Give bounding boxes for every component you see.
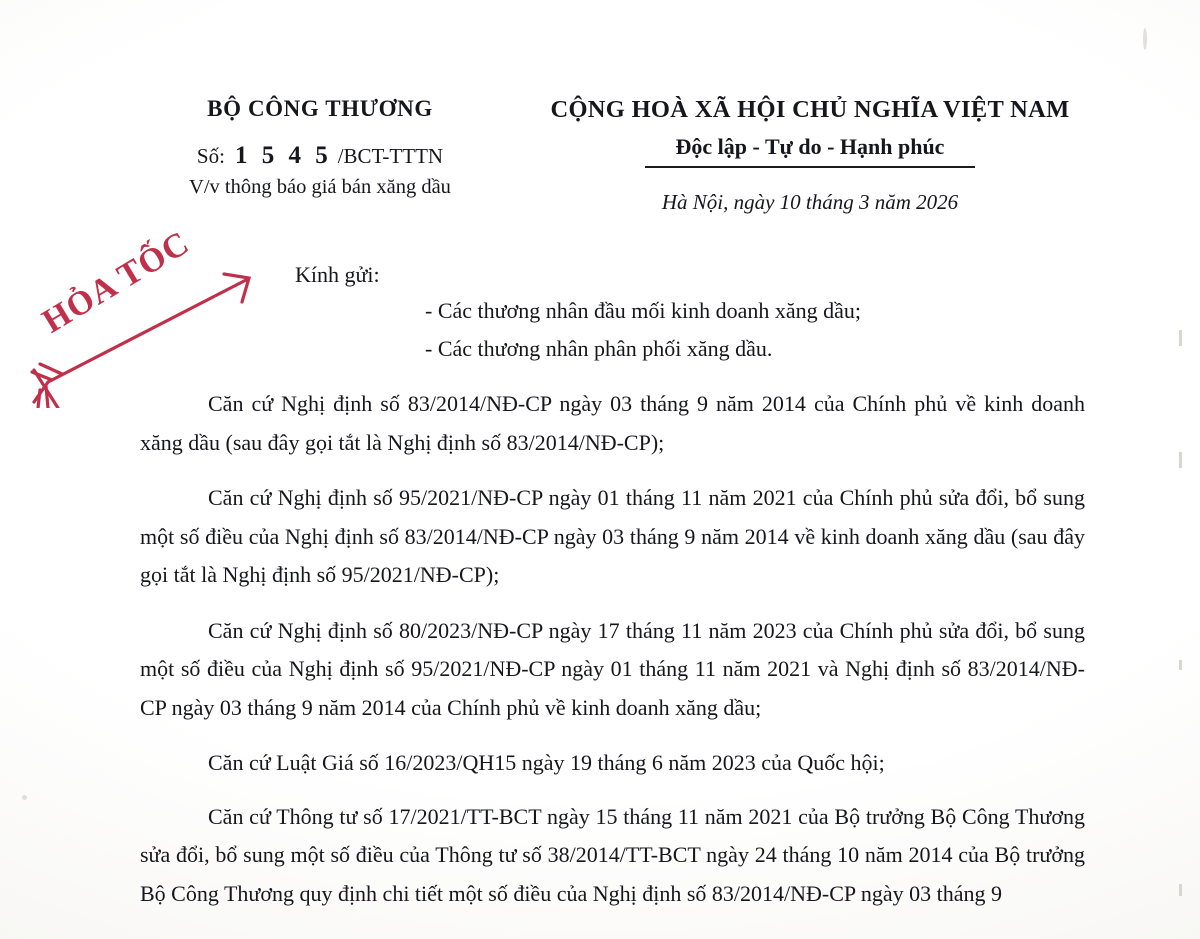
document-header [0, 96, 1200, 246]
scan-edge-mark [1179, 660, 1182, 670]
body-paragraph: Căn cứ Nghị định số 80/2023/NĐ-CP ngày 17 tháng 11 năm 2023 của Chính phủ sửa đổi, bổ sung một số điều của Nghị định số 95/2021/NĐ-CP ngày 01 tháng 11 năm 2021 và Nghị định số 83/2014/NĐ-CP ngày 03 tháng 9 năm 2014 của Chính phủ về kinh doanh xăng dầu; [140, 617, 1085, 720]
scan-edge-mark [1179, 330, 1182, 346]
recipient-label: Kính gửi: [295, 262, 380, 287]
document-number-label: Số: [196, 144, 225, 168]
scan-speck [22, 795, 27, 800]
urgent-stamp-label: HỎA TỐC [36, 224, 196, 341]
body-paragraph: Căn cứ Luật Giá số 16/2023/QH15 ngày 19 tháng 6 năm 2023 của Quốc hội; [208, 750, 885, 775]
scan-speck [1143, 28, 1147, 50]
nation-title: CỘNG HOÀ XÃ HỘI CHỦ NGHĨA VIỆT NAM [550, 96, 1070, 123]
list-item: - Các thương nhân đầu mối kinh doanh xăng dầu; [425, 298, 861, 323]
document-subject: V/v thông báo giá bán xăng dầu [189, 176, 451, 198]
body-paragraph: Căn cứ Nghị định số 95/2021/NĐ-CP ngày 01 tháng 11 năm 2021 của Chính phủ sửa đổi, bổ sung một số điều của Nghị định số 83/2014/NĐ-CP ngày 03 tháng 9 năm 2014 về kinh doanh xăng dầu (sau đây gọi tắt là Nghị định số 95/2021/NĐ-CP); [140, 485, 1085, 587]
body-paragraph: Căn cứ Thông tư số 17/2021/TT-BCT ngày 15 tháng 11 năm 2021 của Bộ trưởng Bộ Công Thương sửa đổi, bổ sung một số điều của Thông tư số 38/2014/TT-BCT ngày 24 tháng 10 năm 2014 của Bộ trưởng Bộ Công Thương quy định chi tiết một số điều của Nghị định số 83/2014/NĐ-CP ngày 03 tháng 9 [140, 803, 1085, 906]
issuing-organization-name: BỘ CÔNG THƯƠNG [207, 96, 433, 121]
recipient-list [425, 292, 861, 368]
document-body [140, 385, 1085, 930]
national-heading-block [500, 96, 1120, 215]
scan-edge-mark [1179, 452, 1182, 468]
place-and-date: Hà Nội, ngày 10 tháng 3 năm 2026 [661, 190, 959, 214]
document-number-line [140, 142, 500, 170]
motto-underline [645, 166, 975, 168]
body-paragraph: Căn cứ Nghị định số 83/2014/NĐ-CP ngày 03 tháng 9 năm 2014 của Chính phủ về kinh doanh xăng dầu (sau đây gọi tắt là Nghị định số 83/2014/NĐ-CP); [140, 391, 1085, 455]
national-motto: Độc lập - Tự do - Hạnh phúc [675, 134, 945, 159]
list-item: - Các thương nhân phân phối xăng dầu. [425, 336, 773, 361]
issuing-organization-block [140, 96, 500, 199]
scan-edge-mark [1179, 884, 1182, 896]
document-number-value: 1 5 4 5 [234, 142, 332, 169]
document-number-suffix: /BCT-TTTN [337, 144, 444, 168]
